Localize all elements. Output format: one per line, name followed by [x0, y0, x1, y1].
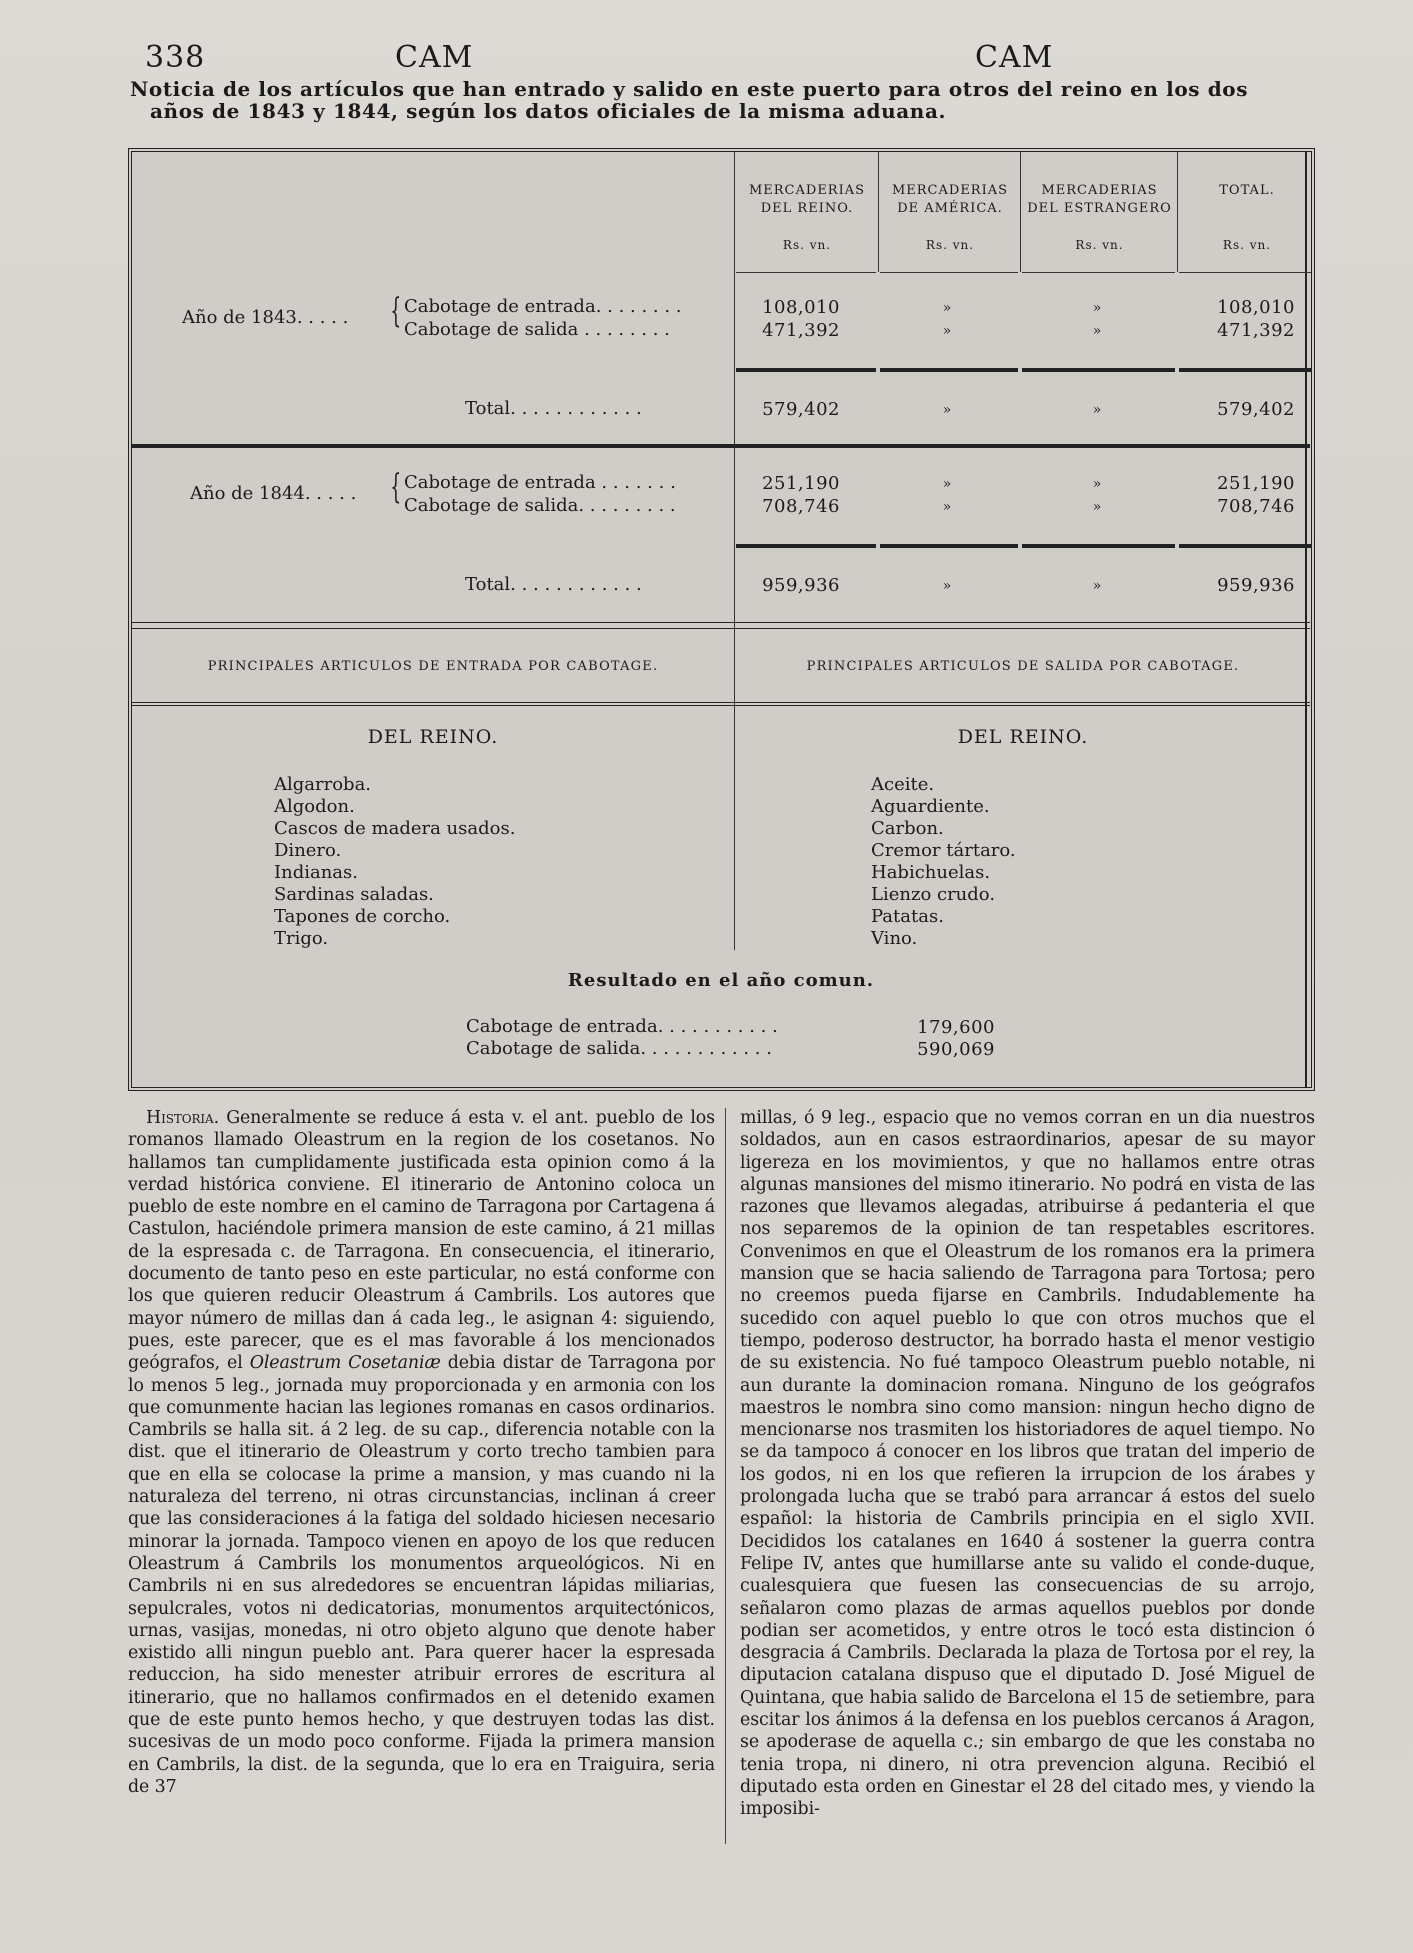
- list-item: Habichuelas.: [871, 862, 991, 883]
- row-1843-salida-estrangero: »: [1092, 323, 1102, 339]
- row-1844-entrada-america: »: [942, 476, 952, 492]
- row-1843-entrada-america: »: [942, 300, 952, 316]
- entrada-items: [274, 774, 515, 950]
- total-1844-estrangero: »: [1092, 578, 1102, 594]
- list-item: Aceite.: [871, 774, 935, 795]
- body-text-left: Generalmente se reduce á esta v. el ant. pueblo de los romanos llamado Oleastrum en la region de los cosetanos. No hallamos tan cumplidamente justificada esta opinion como á la verdad histórica conviene. El itinerario de Antonino coloca un pueblo de este nombre en el camino de Tarragona por Cartagena á Castulon, haciéndole primera mansion de este camino, á 21 millas de la espresada c. de Tarragona. En consecuencia, el itinerario, documento de tanto peso en este particular, no está conforme con los que quieren reducir Oleastrum á Cambrils. Los autores que mayor número de millas dan á cada leg., le asignan 4: siguiendo, pues, este parecer, que es el mas favorable á los mencionados geógrafos, el: [128, 1108, 715, 1374]
- col-head-total: TOTAL.: [1219, 183, 1275, 198]
- list-item: Algodon.: [274, 796, 355, 817]
- entrada-sub: DEL REINO.: [367, 726, 499, 748]
- resultado-salida-label: Cabotage de salida. . . . . . . . . . . .: [466, 1038, 772, 1059]
- list-item: Patatas.: [871, 906, 944, 927]
- unit-total: Rs. vn.: [1222, 238, 1272, 252]
- col-head-estrangero: MERCADERIAS DEL ESTRANGERO: [1027, 183, 1172, 216]
- body-text-left-2: debia distar de Tarragona por lo menos 5 leg., jornada muy proporcionada y en armonia con los que comunmente hacian las legiones romanas en casos ordinarios. Cambrils se halla sit. á 2 leg. de su cap., diferencia notable con la dist. que el itinerario de Oleastrum y corto trecho tambien para que en ella se colocase la prime a mansion, y mas cuando ni la naturaleza del terreno, ni otras circunstancias, inclinan á creer que las consideraciones á la fatiga del soldado hiciesen necesario minorar la jornada. Tampoco vienen en apoyo de los que reducen Oleastrum á Cambrils los monumentos arqueológicos. Ni en Cambrils ni en sus alrededores se encuentran lápidas miliarias, sepulcrales, votos ni dedicatorias, monumentos arquitectónicos, urnas, vasijas, monedas, ni otro objeto alguno que denote haber existido alli ningun pueblo ant. Para querer hacer la espresada reduccion, ha sido menester atribuir errores de escritura al itinerario, que no hallamos confirmados en el detenido examen que de este punto hemos hecho, y que destruyen todas las dist. sucesivas de un modo poco conforme. Fijada la primera mansion en Cambrils, la dist. de la segunda, que lo era en Traiguira, seria de 37: [128, 1353, 715, 1797]
- list-item: Tapones de corcho.: [274, 906, 451, 927]
- row-1844-entrada-total: 251,190: [1217, 473, 1295, 494]
- row-1844-entrada-estrangero: »: [1092, 476, 1102, 492]
- row-1844-salida-label: Cabotage de salida. . . . . . . . .: [404, 495, 676, 516]
- row-1843-entrada-estrangero: »: [1092, 300, 1102, 316]
- row-1843-entrada-label: Cabotage de entrada. . . . . . . .: [404, 296, 682, 317]
- row-1843-entrada-total: 108,010: [1217, 297, 1295, 318]
- text-column-left: [128, 1107, 715, 1798]
- salida-heading: PRINCIPALES ARTICULOS DE SALIDA POR CABOTAGE.: [806, 659, 1240, 674]
- running-head-right: CAM: [975, 40, 1054, 75]
- table-title: [130, 78, 1310, 122]
- total-1844-total: 959,936: [1217, 575, 1295, 596]
- total-1843-label: Total. . . . . . . . . . . .: [465, 398, 642, 419]
- list-item: Dinero.: [274, 840, 342, 861]
- total-1844-reino: 959,936: [762, 575, 840, 596]
- trade-table: [128, 148, 1315, 1091]
- total-1843-estrangero: »: [1092, 402, 1102, 418]
- row-1843-entrada-reino: 108,010: [762, 297, 840, 318]
- total-1844-america: »: [942, 578, 952, 594]
- list-item: Algarroba.: [274, 774, 372, 795]
- column-separator: [725, 1108, 726, 1844]
- total-1844-label: Total. . . . . . . . . . . .: [465, 574, 642, 595]
- unit-estrangero: Rs. vn.: [1075, 238, 1124, 252]
- text-column-right: [740, 1107, 1315, 1821]
- section-head: Historia.: [146, 1108, 220, 1128]
- entrada-heading: PRINCIPALES ARTICULOS DE ENTRADA POR CABOTAGE.: [207, 659, 659, 674]
- resultado-salida-value: 590,069: [917, 1039, 995, 1060]
- row-1844-entrada-label: Cabotage de entrada . . . . . . .: [404, 472, 676, 493]
- salida-sub: DEL REINO.: [957, 726, 1089, 748]
- resultado-entrada-label: Cabotage de entrada. . . . . . . . . . .: [466, 1016, 778, 1037]
- list-item: Aguardiente.: [871, 796, 990, 817]
- resultado-heading: Resultado en el año comun.: [567, 970, 875, 991]
- total-1843-total: 579,402: [1217, 399, 1295, 420]
- resultado-entrada-value: 179,600: [917, 1017, 995, 1038]
- total-1843-america: »: [942, 402, 952, 418]
- row-1843-salida-total: 471,392: [1217, 320, 1295, 341]
- unit-america: Rs. vn.: [925, 238, 975, 252]
- row-1844-entrada-reino: 251,190: [762, 473, 840, 494]
- year-1843-label: Año de 1843. . . . .: [182, 307, 349, 328]
- row-1844-salida-total: 708,746: [1217, 496, 1295, 517]
- row-1843-salida-reino: 471,392: [762, 320, 840, 341]
- row-1843-salida-label: Cabotage de salida . . . . . . . .: [404, 319, 670, 340]
- list-item: Vino.: [871, 928, 918, 949]
- list-item: Trigo.: [274, 928, 329, 949]
- table-title-line2: años de 1843 y 1844, según los datos oficiales de la misma aduana.: [150, 99, 947, 123]
- row-1843-salida-america: »: [942, 323, 952, 339]
- salida-items: [871, 774, 1016, 950]
- brace-1844: {: [390, 467, 402, 507]
- total-1843-reino: 579,402: [762, 399, 840, 420]
- unit-reino: Rs. vn.: [782, 238, 832, 252]
- running-head-left: CAM: [395, 40, 474, 75]
- brace-1843: {: [390, 291, 402, 331]
- italic-term: Oleastrum Cosetaniæ: [249, 1353, 441, 1374]
- row-1844-salida-reino: 708,746: [762, 496, 840, 517]
- row-1844-salida-america: »: [942, 499, 952, 515]
- page-number: 338: [145, 40, 206, 75]
- list-item: Sardinas saladas.: [274, 884, 434, 905]
- year-1844-label: Año de 1844. . . . .: [190, 483, 357, 504]
- list-item: Carbon.: [871, 818, 944, 839]
- row-1844-salida-estrangero: »: [1092, 499, 1102, 515]
- table-title-line1: Noticia de los artículos que han entrado y salido en este puerto para otros del reino en los dos: [130, 77, 1249, 101]
- col-head-reino: MERCADERIAS DEL REINO.: [748, 183, 866, 216]
- list-item: Indianas.: [274, 862, 358, 883]
- body-text-right: millas, ó 9 leg., espacio que no vemos corran en un dia nuestros soldados, aun en casos estraordinarios, apesar de su mayor ligereza en los movimientos, y que no hallamos entre otras algunas mansiones del mismo itinerario. No podrá en vista de las razones que llevamos alegadas, atribuirse á pedanteria el que nos separemos de la opinion de tan respetables escritores. Convenimos en que el Oleastrum de los romanos era la primera mansion que se hacia saliendo de Tarragona para Tortosa; pero no creemos pueda fijarse en Cambrils. Indudablemente ha sucedido con aquel pueblo lo que con otros muchos que el tiempo, poderoso destructor, ha borrado hasta el menor vestigio de su existencia. No fué tampoco Oleastrum pueblo notable, ni aun durante la dominacion romana. Ninguno de los geógrafos maestros le nombra sino como mansion: ningun hecho digno de mencionarse nos trasmiten los historiadores de aquel tiempo. No se da tampoco á conocer en los libros que tratan del imperio de los godos, ni en los que refieren la irrupcion de los árabes y prolongada lucha que se trabó para arrancar á estos del suelo español: la historia de Cambrils principia en el siglo XVII. Decididos los catalanes en 1640 á sostener la guerra contra Felipe IV, antes que humillarse ante su valido el conde-duque, cualesquiera que fuesen las consecuencias de su arrojo, señalaron como plazas de armas aquellos pueblos por donde podian ser acometidos, y entre otros le tocó esta distincion ó desgracia á Cambrils. Declarada la plaza de Tortosa por el rey, la diputacion catalana dispuso que el diputado D. José Miguel de Quintana, que habia salido de Barcelona el 15 de setiembre, para escitar los ánimos á la defensa en los pueblos cercanos á Aragon, se apoderase de aquella c.; sin embargo de que les constaba no tenia tropa, ni dinero, ni otra prevencion alguna. Recibió el diputado esta orden en Ginestar el 28 del citado mes, y viendo la imposibi-: [740, 1108, 1315, 1820]
- list-item: Lienzo crudo.: [871, 884, 996, 905]
- col-head-america: MERCADERIAS DE AMÉRICA.: [891, 183, 1009, 216]
- list-item: Cremor tártaro.: [871, 840, 1016, 861]
- list-item: Cascos de madera usados.: [274, 818, 516, 839]
